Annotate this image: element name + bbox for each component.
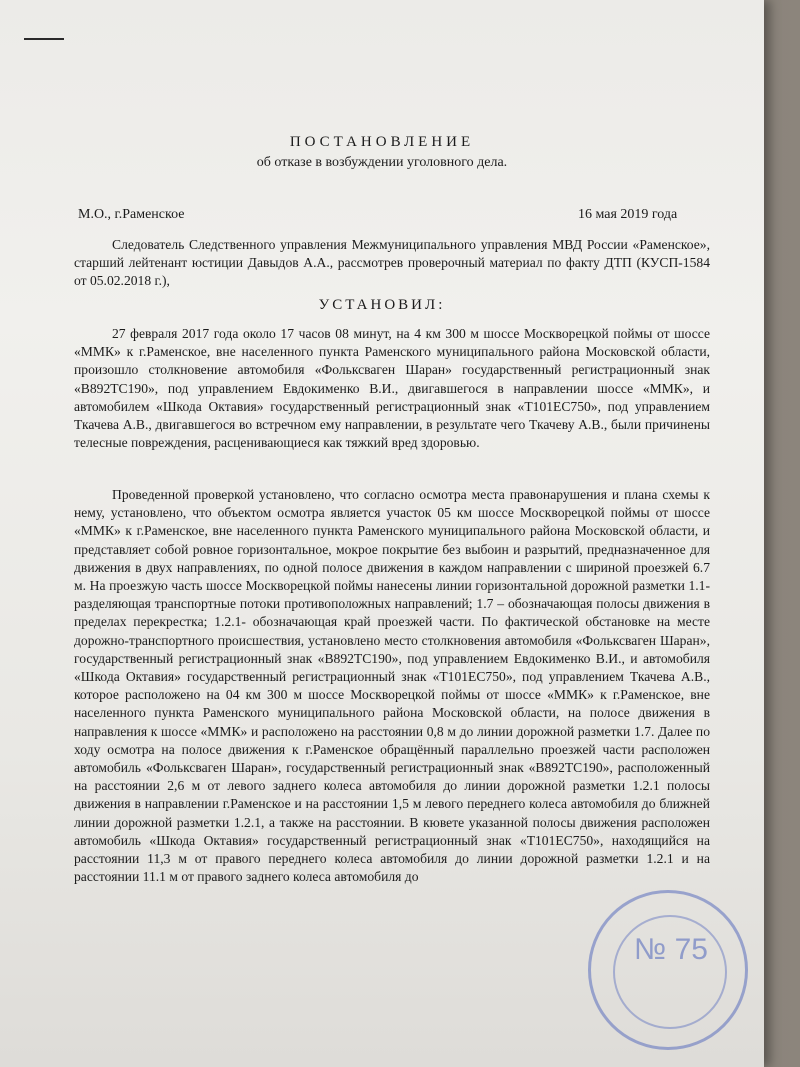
document-subtitle: об отказе в возбуждении уголовного дела. bbox=[256, 155, 508, 170]
pen-mark bbox=[24, 38, 64, 40]
official-stamp bbox=[588, 890, 748, 1050]
paragraph-incident: 27 февраля 2017 года около 17 часов 08 минут, на 4 км 300 м шоссе Москворецкой поймы от шоссе «ММК» к г.Раменское, вне населенного пункта Раменского муниципального района Московской области, произошло столкновение автомобиля «Фольксваген Шаран» государственный регистрационный знак «В892ТС190», под управлением Евдокименко В.И., двигавшегося в направлении шоссе «ММК», и автомобилем «Шкода Октавия» государственный регистрационный знак «Т101ЕС750», под управлением Ткачева А.В., двигавшегося во встречном ему направлении, в результате чего Ткачеву А.В., были причинены телесные повреждения, расценивающиеся как тяжкий вред здоровью. bbox=[74, 326, 710, 451]
intro-paragraph: Следователь Следственного управления Межмуниципального управления МВД России «Раменское», старший лейтенант юстиции Давыдов А.А., рассмотрев проверочный материал по факту ДТП (КУСП-1584 от 05.02.2018 г.), bbox=[74, 237, 710, 289]
paragraph-inspection: Проведенной проверкой установлено, что согласно осмотра места правонарушения и плана схемы к нему, установлено, что объектом осмотра является участок 05 км шоссе Москворецкой поймы от шоссе «ММК» к г.Раменское, вне населенного пункта Раменского муниципального района Московской области, и представляет собой ровное горизонтальное, мокрое покрытие без выбоин и разрытий, предназначенное для движения в двух направлениях, по одной полосе движения в каждом направлении с шириной проезжей 6.7 м. На проезжую часть шоссе Москворецкой поймы нанесены линии горизонтальной дорожной разметки 1.1- разделяющая транспортные потоки противоположных направлений; 1.7 – обозначающая полосы движения в пределах перекрестка; 1.2.1- обозначающая край проезжей части. По фактической обстановке на месте дорожно-транспортного происшествия, установлено место столкновения автомобиля «Фольксваген Шаран», государственный регистрационный знак «В892ТС190», под управлением Евдокименко В.И., и автомобиля «Шкода Октавия» государственный регистрационный знак «Т101ЕС750», под управлением Ткачева А.В., которое расположено на 04 км 300 м шоссе Москворецкой поймы от шоссе «ММК» к г.Раменское, вне населенного пункта Раменского муниципального района Московской области, на полосе движения в направления к шоссе «ММК» и расположено на расстоянии 0,8 м до линии дорожной разметки 1.7. Далее по ходу осмотра на полосе движения к г.Раменское обращённый параллельно проезжей части расположен автомобиль «Фольксваген Шаран», государственный регистрационный знак «В892ТС190», расположенный на расстоянии 2,6 м от левого заднего колеса автомобиля до линии дорожной разметки 1.2.1 полосы движения в направлении г.Раменское и на расстоянии 1,5 м левого переднего колеса автомобиля до ближней линии дорожной разметки 1.2.1, а также на расстоянии. В кювете указанной полосы движения расположен автомобиль «Шкода Октавия» государственный регистрационный знак «Т101ЕС750», находящийся на расстоянии 11,3 м от правого переднего колеса автомобиля до линии дорожной разметки 1.2.1 и на расстоянии 11.1 м от правого заднего колеса автомобиля до bbox=[74, 487, 710, 885]
document-title: ПОСТАНОВЛЕНИЕ bbox=[289, 134, 475, 150]
document-date: 16 мая 2019 года bbox=[578, 207, 678, 222]
stamp-number: № 75 bbox=[634, 933, 708, 966]
section-heading: УСТАНОВИЛ: bbox=[318, 297, 446, 313]
document-place: М.О., г.Раменское bbox=[78, 207, 185, 222]
